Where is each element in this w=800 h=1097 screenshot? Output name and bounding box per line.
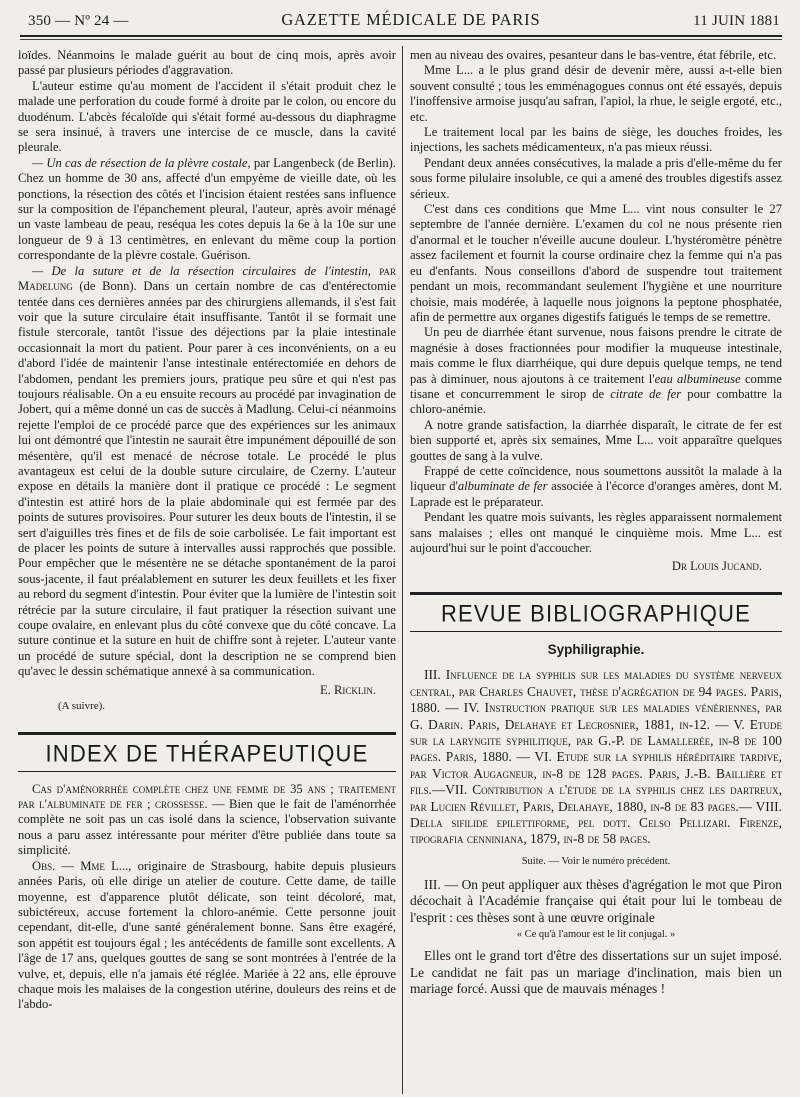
bibliography-list: III. Influence de la syphilis sur les maladies du système nerveux central, par Charles Chauvet, thèse d'agrégation de 94 pages. Paris, 1880. — IV. Instruction pratique sur les maladies vénériennes, par G. Darin. Paris, Delahaye et Lecrosnier, 1881, in-12. — V. Etude sur la laryngite syphilitique, par G.-P. de Lamallerée, in-8 de 100 pages. Paris, 1880. — VI. Etude sur la syphilis héréditaire tardive, par Victor Augagneur, in-8 de 128 pages. Paris, J.-B. Baillière et fils.—VII. Contribution a l'étude de la syphilis chez les dartreux, par Lucien Révillet, Paris, Delahaye, 1880, in-8 de 83 pages.— VIII. Della sifilide epilettiforme, pel dott. Celso Pellizari. Firenze, tipografia cenniniana, 1879, in-8 de 58 pages. [410, 667, 782, 847]
left-paragraph-4 [18, 264, 396, 680]
left-paragraph-3-body: par Langenbeck (de Berlin). Chez un homme de 30 ans, affecté d'un empyème de vieille date, où les ponctions, la résection des côtés et l'incision étaient restées sans influence sur la composition de l'épanchement pleural, l'auteur, après avoir ménagé un vaste lambeau de peau, reséqua les cotes depuis la 6e à la 10e sur une longueur de 9 à 13 centimètres, en enlevant du même coup la portion correspondante de la plèvre costale. Guérison. [18, 155, 396, 263]
right-paragraph-6-b: comme tisane et concurremment le sirop de [410, 371, 783, 401]
right-paragraph-1: men au niveau des ovaires, pesanteur dans le bas-ventre, état fébrile, etc. [410, 48, 777, 62]
section-box-therapeutique [18, 732, 396, 772]
right-paragraph-3: Le traitement local par les bains de siège, les douches froides, les injections, les sachets médicamenteux, n'a pas mieux réussi. [410, 125, 782, 155]
section-box-bibliographique [410, 592, 782, 632]
header-journal-title: GAZETTE MÉDICALE DE PARIS [281, 10, 541, 29]
term-eau-albumineuse: eau albumineuse [654, 371, 741, 386]
right-paragraph-5: C'est dans ces conditions que Mme L... vint nous consulter le 27 septembre de l'année dernière. L'examen du col ne nous présente rien d'anormal et le toucher n'éveille aucune douleur. L'hystéromètre pénètre assez facilement et fournit la course ordinaire chez la femme qui n'a pas eu d'enfants. Nous conseillons d'abord de suspendre tout traitement pendant un mois, recommandant seulement l'hygiène et une nourriture choisie, mais modérée, à laquelle nous joignons la peptone phosphatée, afin de permettre aux organes digestifs fatigués le temps de se remettre. [410, 202, 782, 324]
left-paragraph-5 [18, 782, 396, 859]
right-paragraph-8-b: associée à l'écorce d'oranges amères, dont M. Laprade est le préparateur. [410, 479, 783, 509]
term-albuminate-de-fer: albuminate de fer [457, 479, 548, 494]
to-be-continued: (A suivre). [58, 699, 106, 712]
header-rule-thin [20, 39, 782, 40]
right-paragraph-7: A notre grande satisfaction, la diarrhée disparaît, le citrate de fer est bien supporté et, après six semaines, Mme L... voit apparaître quelques gouttes de sang à la vulve. [410, 417, 782, 463]
observation-lead: Obs. — Mme L..., [32, 858, 132, 873]
left-paragraph-4-body: (de Bonn). Dans un certain nombre de cas d'entérectomie tentée dans ces dernières années par des chirurgiens allemands, il s'est fait voir que la suture circulaire était insuffisante. Tantôt il se formait une fistule stercorale, tantôt l'issue des déjections par la plaie intestinale occasionnait la mort du patient. Pour parer à ces inconvénients, on a eu d'abord l'idée de maintenir l'anse intestinale entérectomiée en dehors de l'abdomen, pendant les premiers jours, pratique peu sûre et qui n'est pas toujours réalisable. On a eu ensuite recours au procédé par invagination de Jobert, qui a même donné un cas de succès à Madlung. Celui-ci néanmoins rejette l'emploi de ce procédé parce que des expériences sur les animaux lui ont démontré que l'intestin ne saurait être impunément dépouillé de son mésentère, qu'il est menacé de nécrose totale. Le procédé le plus avantageux est celui de la double suture circulaire, de Czerny. L'auteur expose en détails la manière dont il pratique ce procédé : Le segment d'intestin est attiré hors de la plaie abdominale qui est fermée par des points de sutures provisoires. Pour suturer les deux bouts de l'intestin, il se sert d'aiguilles très fines et de fils de soie carbolisée. Le fait important est de placer les points de suture à intervalles aussi rapprochés que possible. Pour empêcher que le mésentère ne se détache spontanément de la paroi sous-jacente, il faut préalablement en suturer les deux feuillets et les fixer au rebord du segment d'intestin. Pour éviter que la lumière de l'intestin soit rétrécie par la suture circulaire, il faut pratiquer la résection suivant une coupe ovalaire, en enlevant plus du côté convexe que du côté concave. La suture continue et la suture en huit de chiffre sont à rejeter. L'auteur vante un procédé de suture spécial, dont la description ne se comprend bien qu'avec le dessin schématique annexé à sa communication. [18, 279, 396, 679]
right-paragraph-4: Pendant deux années consécutives, la malade a pris d'elle-même du fer sous forme pilulaire insoluble, ce qui a amené des troubles digestifs assez sérieux. [410, 155, 782, 201]
right-paragraph-9: Pendant les quatre mois suivants, les règles apparaissent normalement sans malaises ; elles ont manqué le cinquième mois. Mme L... est aujourd'hui sur le point d'accoucher. [410, 510, 782, 555]
header-rule [20, 35, 782, 37]
right-column [410, 48, 782, 997]
piron-quote: « Ce qu'à l'amour est le lit conjugal. » [516, 929, 676, 941]
subsection-syphiligraphie: Syphiligraphie. [547, 642, 645, 658]
left-paragraph-3 [18, 156, 396, 264]
article-title-plevre: — Un cas de résection de la plèvre costale, [32, 155, 251, 170]
header-date: 11 JUIN 1881 [693, 13, 780, 29]
right-paragraph-8 [410, 464, 782, 510]
right-paragraph-6 [410, 325, 782, 417]
continued-note: Suite. — Voir le numéro précédent. [521, 855, 671, 867]
author-madelung: par Madelung [18, 263, 396, 294]
signature-jucand: Dr Louis Jucand. [671, 559, 762, 574]
section-title-bibliographique: REVUE BIBLIOGRAPHIQUE [440, 600, 752, 628]
case-title-amenorrhee: Cas d'aménorrhée complète chez une femme de 35 ans ; traitement par l'albuminate de fer ; crossesse. [18, 781, 396, 812]
left-paragraph-2: L'auteur estime qu'au moment de l'accident il s'était produit chez le malade une perforation du coude formé à droite par le colon, ou encore du duodénum. L'abcès fécaloïde qui s'était formé au-dessous du diaphragme se sera insinué, à travers une intercise de ce muscle, dans la cavité pleurale. [18, 78, 396, 155]
right-paragraph-6-c: pour combattre la chloro-anémie. [410, 386, 782, 417]
column-divider [402, 46, 403, 1094]
left-paragraph-5-body: — Bien que le fait de l'aménorrhée complète ne soit pas un cas isolé dans la science, l'observation suivante nous a paru assez intéressante pour mériter d'être publiée dans toute sa simplicité. [18, 797, 397, 858]
left-paragraph-6 [18, 859, 396, 1013]
right-paragraph-2: Mme L... a le plus grand désir de devenir mère, aussi a-t-elle bien souvent consulté ; tous les emménagogues connus ont été essayés, depuis l'inoffensive armoise jusqu'au safran, l'apiol, la rhue, le seigle ergoté, etc., etc. [410, 63, 782, 124]
header-page-number: 350 — Nº 24 — [28, 13, 129, 29]
right-paragraph-11: Elles ont le grand tort d'être des dissertations sur un sujet imposé. Le candidat ne fait pas un mariage d'inclination, mais bien un mariage forcé. Aussi que de mauvais ménages ! [410, 948, 782, 996]
section-title-therapeutique: INDEX DE THÉRAPEUTIQUE [45, 739, 369, 767]
left-paragraph-1: loïdes. Néanmoins le malade guérit au bout de cinq mois, après avoir passé par plusieurs périodes d'aggravation. [18, 48, 396, 78]
right-paragraph-6-a: Un peu de diarrhée étant survenue, nous faisons prendre le citrate de magnésie à doses fractionnées pour modifier la muqueuse intestinale, mais comme le flux diarrhéique, qui dure depuis quelque temps, ne tend pas à diminuer, nous ajoutons à ce traitement l' [410, 325, 782, 386]
term-citrate-de-fer: citrate de fer [610, 386, 682, 401]
right-paragraph-10: III. — On peut appliquer aux thèses d'agrégation le mot que Piron décochait à l'Académie française qui était pour lui le tombeau de l'esprit : ces thèses sont à une œuvre originale [410, 876, 782, 925]
article-title-intestin: — De la suture et de la résection circulaires de l'intestin, [32, 263, 371, 278]
left-column [18, 48, 396, 1013]
right-paragraph-8-a: Frappé de cette coïncidence, nous soumettons aussitôt la malade à la liqueur d' [410, 463, 782, 494]
signature-ricklin: E. Ricklin. [319, 682, 376, 697]
left-paragraph-6-body: originaire de Strasbourg, habite depuis plusieurs années Paris, où elle dirige un atelier de couture. Cette dame, de taille moyenne, est d'apparence plutôt délicate, son teint décoloré, mat, subictéreux, accuse fortement la chloro-anémie. Cette personne jouit cependant, dit-elle, d'une santé généralement bonne. Sans être exagéré, son appétit est toujours égal ; les antécédents de famille sont excellents. A l'âge de 17 ans, quelques gouttes de sang se sont montrées à l'entrée de la vulve, et, depuis, elle n'a jamais été réglée. Mariée à 22 ans, elle éprouve chaque mois les malaises de la congestion utérine, douleurs des reins et de l'abdo- [18, 858, 396, 1012]
page-header [28, 10, 780, 34]
